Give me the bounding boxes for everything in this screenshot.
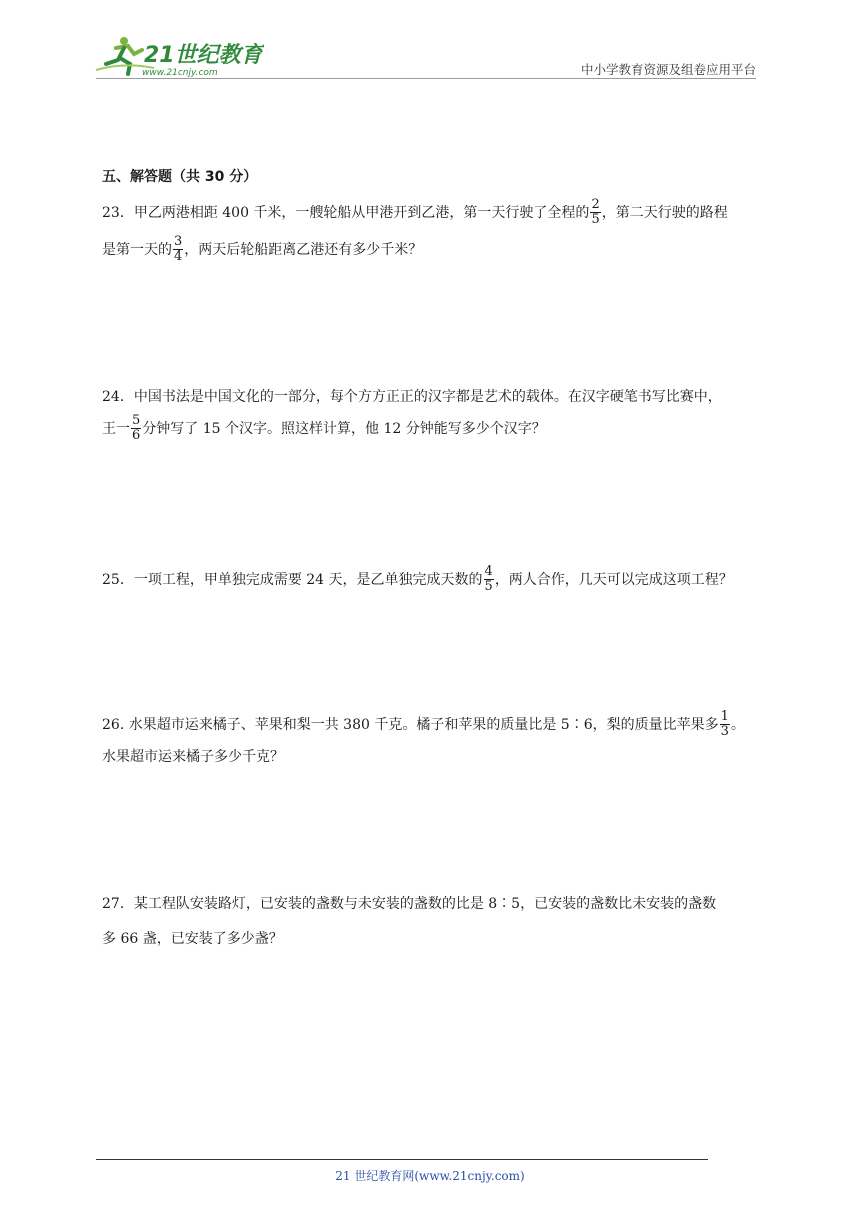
question-27 [102, 893, 762, 949]
q25-text-b: ，两人合作，几天可以完成这项工程？ [494, 571, 733, 588]
fraction: $\frac{4}{5}$ [484, 564, 493, 594]
fraction: $\frac{5}{6}$ [132, 413, 141, 443]
q24-text-b: 王一 [102, 420, 130, 437]
section-title: 五、解答题（共 30 分） [102, 169, 258, 185]
fraction: $\frac{3}{4}$ [174, 234, 183, 264]
footer-divider [96, 1159, 708, 1160]
question-23 [102, 198, 762, 264]
svg-text:www.21cnjy.com: www.21cnjy.com [142, 68, 218, 78]
q27-text-a: 27．某工程队安装路灯，已安装的盏数与未安装的盏数的比是 8∶5，已安装的盏数比未安装的盏数 [102, 896, 717, 912]
fraction: $\frac{2}{5}$ [591, 197, 600, 227]
footer-source: 21 世纪教育网(www.21cnjy.com) [335, 1169, 525, 1183]
q24-text-a: 24．中国书法是中国文化的一部分，每个方方正正的汉字都是艺术的载体。在汉字硬笔书写比赛中， [102, 389, 722, 405]
page-header [0, 0, 860, 80]
header-platform-text: 中小学教育资源及组卷应用平台 [580, 62, 756, 77]
q23-text-b: ，第二天行驶的路程 [601, 204, 728, 221]
logo-icon [94, 34, 264, 80]
q26-text-c: 水果超市运来橘子多少千克？ [102, 749, 284, 765]
q24-text-c: 分钟写了 15 个汉字。照这样计算，他 12 分钟能写多少个汉字？ [142, 420, 546, 437]
q26-text-a: 26. 水果超市运来橘子、苹果和梨一共 380 千克。橘子和苹果的质量比是 5∶6，梨的质量比苹果多 [102, 716, 719, 733]
q25-text-a: 25．一项工程，甲单独完成需要 24 天，是乙单独完成天数的 [102, 571, 483, 588]
fraction: $\frac{1}{3}$ [720, 709, 729, 739]
header-divider [96, 78, 756, 79]
q23-text-d: ，两天后轮船距离乙港还有多少千米？ [184, 241, 423, 258]
q23-text-c: 是第一天的 [102, 241, 172, 258]
q26-text-b: 。 [730, 716, 745, 733]
question-26 [102, 710, 762, 767]
q23-text-a: 23．甲乙两港相距 400 千米，一艘轮船从甲港开到乙港，第一天行驶了全程的 [102, 204, 590, 221]
question-25 [102, 565, 762, 594]
q27-text-b: 多 66 盏，已安装了多少盏？ [102, 931, 283, 947]
question-24 [102, 386, 762, 443]
svg-text:21世纪教育: 21世纪教育 [144, 43, 263, 68]
